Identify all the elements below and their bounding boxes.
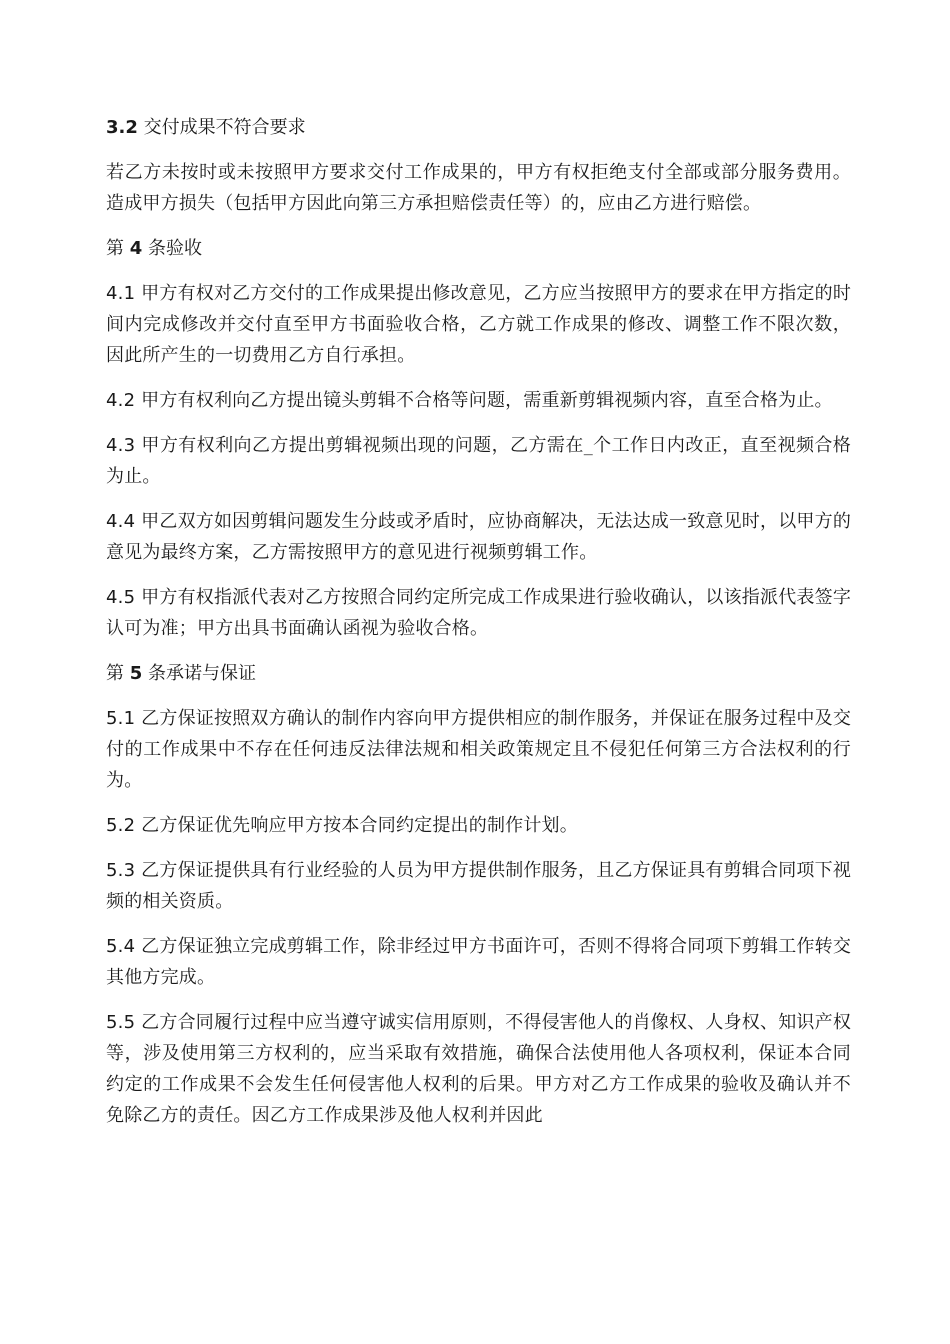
article-heading-5 <box>106 658 851 689</box>
clause-number: 5.5 <box>106 1012 136 1033</box>
clause-number: 5.2 <box>106 815 136 836</box>
clause-5-1 <box>106 703 851 796</box>
paragraph: 若乙方未按时或未按照甲方要求交付工作成果的，甲方有权拒绝支付全部或部分服务费用。造成甲方损失（包括甲方因此向第三方承担赔偿责任等）的，应由乙方进行赔偿。 <box>106 162 851 214</box>
clause-4-1 <box>106 278 851 371</box>
clause-5-2 <box>106 810 851 841</box>
clause-number: 5.1 <box>106 708 136 729</box>
clause-4-4 <box>106 506 851 568</box>
clause-text: 甲乙双方如因剪辑问题发生分歧或矛盾时，应协商解决，无法达成一致意见时，以甲方的意见为最终方案，乙方需按照甲方的意见进行视频剪辑工作。 <box>106 511 852 563</box>
clause-4-5 <box>106 582 851 644</box>
article-heading-4 <box>106 233 851 264</box>
clause-text: 乙方合同履行过程中应当遵守诚实信用原则，不得侵害他人的肖像权、人身权、知识产权等，涉及使用第三方权利的，应当采取有效措施，确保合法使用他人各项权利，保证本合同约定的工作成果不会发生任何侵害他人权利的后果。甲方对乙方工作成果的验收及确认并不免除乙方的责任。因乙方工作成果涉及他人权利并因此 <box>106 1012 852 1126</box>
clause-number: 5.3 <box>106 860 136 881</box>
clause-text: 乙方保证提供具有行业经验的人员为甲方提供制作服务，且乙方保证具有剪辑合同项下视频的相关资质。 <box>106 860 852 912</box>
clause-4-2 <box>106 385 851 416</box>
clause-text: 乙方保证优先响应甲方按本合同约定提出的制作计划。 <box>141 815 578 836</box>
document-page <box>106 112 851 1145</box>
clause-text: 甲方有权对乙方交付的工作成果提出修改意见，乙方应当按照甲方的要求在甲方指定的时间内完成修改并交付直至甲方书面验收合格，乙方就工作成果的修改、调整工作不限次数，因此所产生的一切费用乙方自行承担。 <box>106 283 852 366</box>
clause-number: 4.4 <box>106 511 136 532</box>
article-prefix: 第 <box>106 663 124 684</box>
article-title: 条承诺与保证 <box>148 663 256 684</box>
section-heading-3-2 <box>106 112 851 143</box>
section-title: 交付成果不符合要求 <box>143 117 306 138</box>
clause-text: 甲方有权利向乙方提出镜头剪辑不合格等问题，需重新剪辑视频内容，直至合格为止。 <box>141 390 833 411</box>
clause-number: 5.4 <box>106 936 136 957</box>
clause-5-4 <box>106 931 851 993</box>
clause-number: 4.1 <box>106 283 136 304</box>
section-number: 3.2 <box>106 117 138 138</box>
article-prefix: 第 <box>106 238 124 259</box>
clause-4-3 <box>106 430 851 492</box>
clause-text: 乙方保证按照双方确认的制作内容向甲方提供相应的制作服务，并保证在服务过程中及交付的工作成果中不存在任何违反法律法规和相关政策规定且不侵犯任何第三方合法权利的行为。 <box>106 708 852 791</box>
clause-number: 4.5 <box>106 587 136 608</box>
article-number: 4 <box>129 238 143 259</box>
clause-5-5 <box>106 1007 851 1131</box>
clause-number: 4.3 <box>106 435 136 456</box>
article-title: 条验收 <box>148 238 202 259</box>
article-number: 5 <box>129 663 143 684</box>
clause-5-3 <box>106 855 851 917</box>
clause-number: 4.2 <box>106 390 136 411</box>
clause-text: 乙方保证独立完成剪辑工作，除非经过甲方书面许可，否则不得将合同项下剪辑工作转交其他方完成。 <box>106 936 852 988</box>
clause-text: 甲方有权利向乙方提出剪辑视频出现的问题，乙方需在_个工作日内改正，直至视频合格为止。 <box>106 435 852 487</box>
clause-text: 甲方有权指派代表对乙方按照合同约定所完成工作成果进行验收确认，以该指派代表签字认可为准；甲方出具书面确认函视为验收合格。 <box>106 587 852 639</box>
